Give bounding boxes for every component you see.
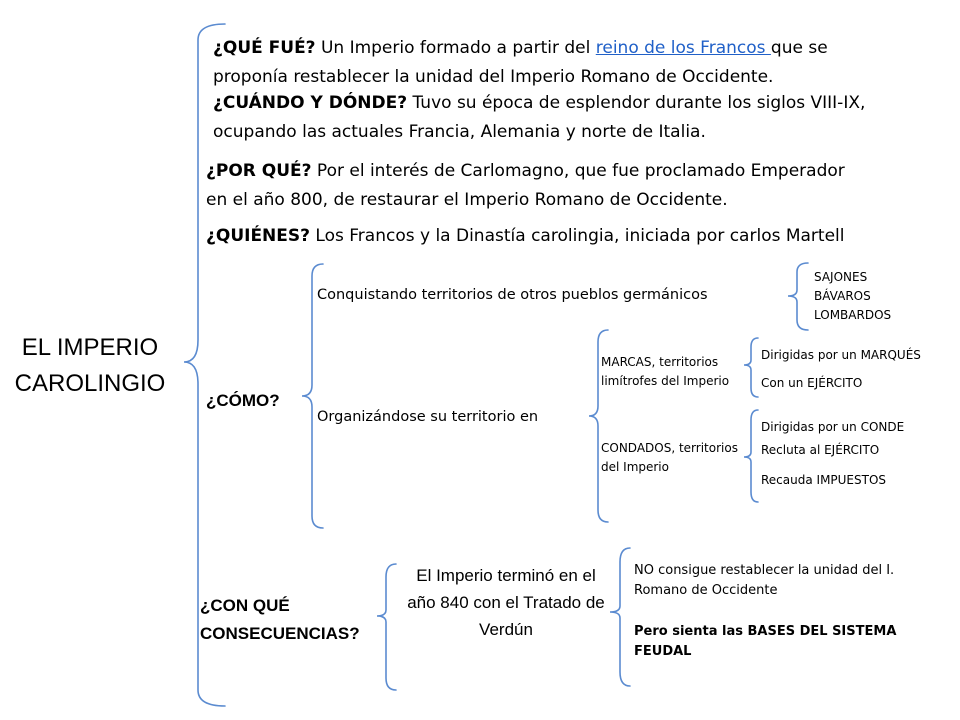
- conquista-text: Conquistando territorios de otros pueblos germánicos: [317, 287, 708, 303]
- condados-item: Recluta al EJÉRCITO: [761, 443, 880, 457]
- cuando-block: [213, 89, 865, 147]
- fin-imperio-text: El Imperio terminó en el año 840 con el Tratado de Verdún: [407, 566, 605, 639]
- cuando-label: ¿CUÁNDO Y DÓNDE?: [213, 93, 408, 113]
- cuando-text: Tuvo su época de esplendor durante los siglos VIII-IX,: [407, 93, 866, 113]
- que-fue-line2: proponía restablecer la unidad del Imperio Romano de Occidente.: [213, 67, 774, 87]
- por-que-text: Por el interés de Carlomagno, que fue proclamado Emperador: [311, 161, 845, 181]
- marcas-item: Dirigidas por un MARQUÉS: [761, 348, 921, 362]
- diagram-title: EL IMPERIO CAROLINGIO: [14, 334, 166, 397]
- fin-bracket: [610, 548, 630, 686]
- por-que-block: [206, 157, 845, 215]
- cuando-line2: ocupando las actuales Francia, Alemania y norte de Italia.: [213, 122, 706, 142]
- condados-item: Recauda IMPUESTOS: [761, 473, 887, 487]
- como-label: ¿CÓMO?: [206, 391, 280, 410]
- pueblo-item: LOMBARDOS: [814, 308, 892, 322]
- pueblos-list: [814, 268, 891, 325]
- que-fue-text-end: que se: [770, 38, 828, 58]
- organiza-text: Organizándose su territorio en: [317, 409, 539, 425]
- consecuencia-item: NO consigue restablecer la unidad del I. Romano de Occidente: [634, 563, 895, 598]
- que-fue-label: ¿QUÉ FUÉ?: [213, 38, 316, 58]
- que-fue-block: [213, 34, 828, 92]
- consecuencias-label: ¿CON QUÉ CONSECUENCIAS?: [200, 596, 360, 643]
- quienes-label: ¿QUIÉNES?: [206, 226, 311, 246]
- por-que-label: ¿POR QUÉ?: [206, 161, 312, 181]
- condados-item: Dirigidas por un CONDE: [761, 420, 905, 434]
- quienes-block: [206, 222, 845, 251]
- condados-label: CONDADOS, territorios del Imperio: [601, 441, 738, 474]
- quienes-text: Los Francos y la Dinastía carolingia, iniciada por carlos Martell: [310, 226, 845, 246]
- reino-francos-link[interactable]: reino de los Francos: [595, 38, 771, 58]
- pueblo-item: BÁVAROS: [814, 289, 871, 303]
- que-fue-text: Un Imperio formado a partir del: [315, 38, 596, 58]
- pueblo-item: SAJONES: [814, 270, 868, 284]
- marcas-label: MARCAS, territorios limítrofes del Imperio: [601, 355, 730, 388]
- pueblos-bracket: [788, 263, 808, 330]
- consecuencia-item: Pero sienta las BASES DEL SISTEMA FEUDAL: [634, 624, 897, 659]
- por-que-line2: en el año 800, de restaurar el Imperio Romano de Occidente.: [206, 190, 728, 210]
- marcas-item: Con un EJÉRCITO: [761, 376, 863, 390]
